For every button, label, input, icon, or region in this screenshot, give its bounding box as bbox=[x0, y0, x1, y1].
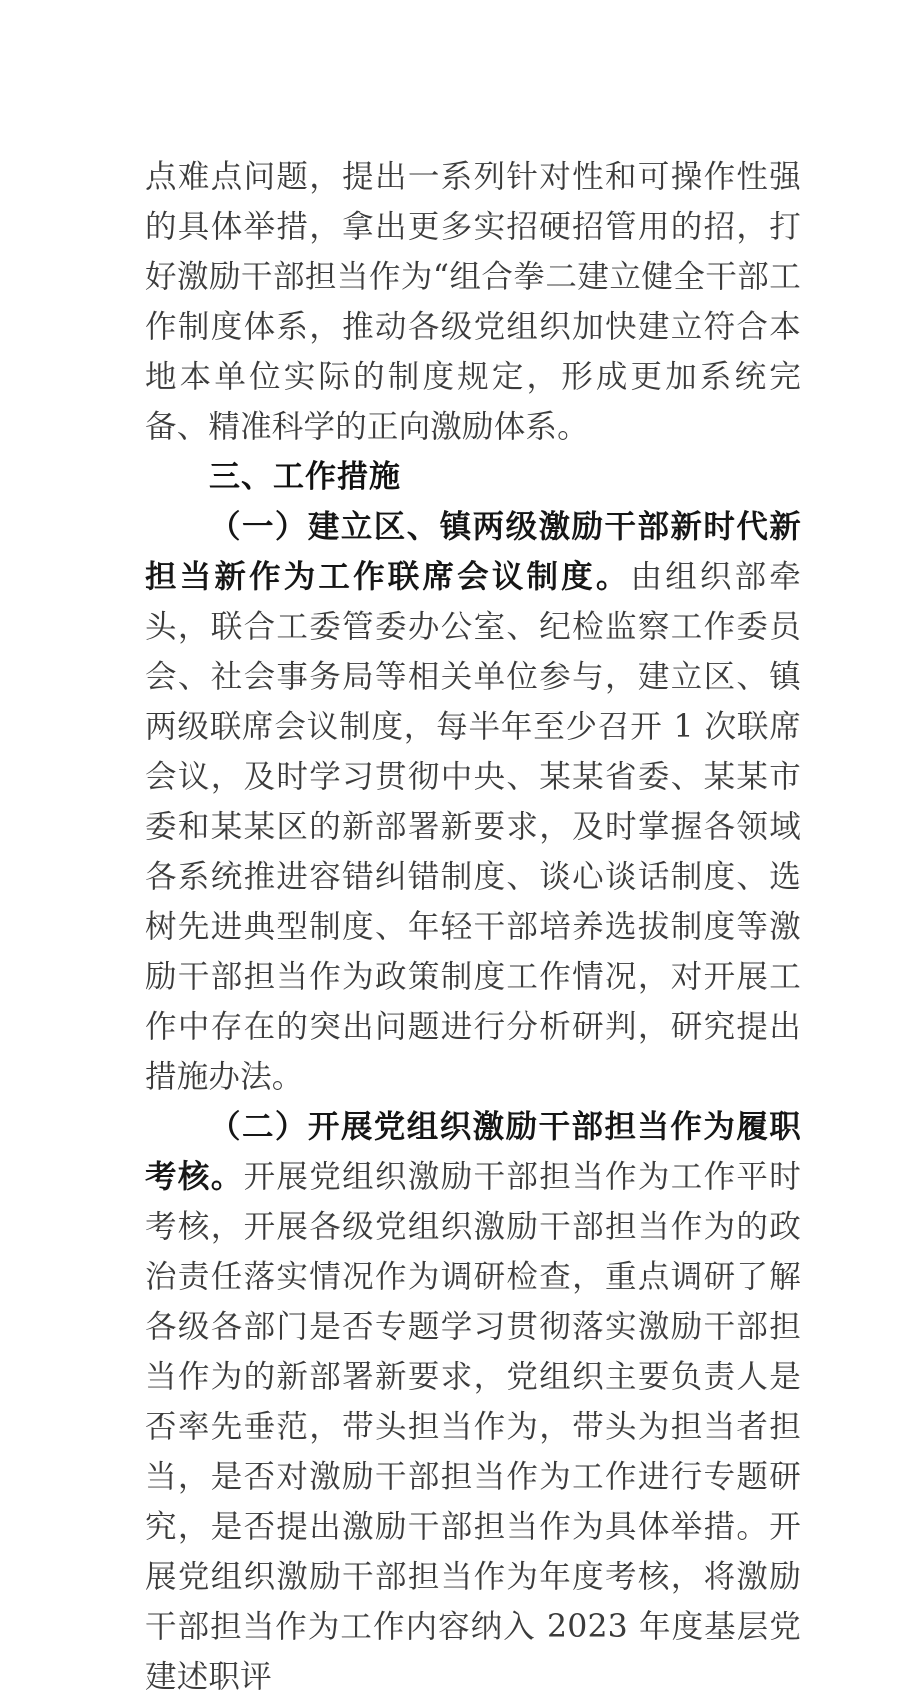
section-one-body: 由组织部牵头，联合工委管委办公室、纪检监察工作委员会、社会事务局等相关单位参与，建立区、镇两级联席会议制度，每半年至少召开 1 次联席会议，及时学习贯彻中央、某某省委、某某市委和某某区的新部署新要求，及时掌握各领域各系统推进容错纠错制度、谈心谈话制度、选树先进典型制度、年轻干部培养选拔制度等激励干部担当作为政策制度工作情况，对开展工作中存在的突出问题进行分析研判，研究提出措施办法。 bbox=[145, 559, 801, 1095]
section-one-lead-in: （一）建立区、镇两级激励干部新时代新担当新作为工作联席会议制度。 bbox=[145, 508, 801, 595]
paragraph-section-two bbox=[145, 1102, 801, 1702]
section-two-body: 开展党组织激励干部担当作为工作平时考核，开展各级党组织激励干部担当作为的政治责任落实情况作为调研检查，重点调研了解各级各部门是否专题学习贯彻落实激励干部担当作为的新部署新要求，党组织主要负责人是否率先垂范，带头担当作为，带头为担当者担当，是否对激励干部担当作为工作进行专题研究，是否提出激励干部担当作为具体举措。开展党组织激励干部担当作为年度考核，将激励干部担当作为工作内容纳入 2023 年度基层党建述职评 bbox=[145, 1159, 801, 1695]
paragraph-section-one bbox=[145, 502, 801, 1102]
section-two-lead-in: （二）开展党组织激励干部担当作为履职考核。 bbox=[145, 1108, 801, 1195]
paragraph-continuation: 点难点问题，提出一系列针对性和可操作性强的具体举措，拿出更多实招硬招管用的招，打好激励干部担当作为“组合拳二建立健全干部工作制度体系，推动各级党组织加快建立符合本地本单位实际的制度规定，形成更加系统完备、精准科学的正向激励体系。 bbox=[145, 159, 801, 445]
document-text-column bbox=[145, 152, 801, 1702]
section-heading-three: 三、工作措施 bbox=[209, 459, 401, 495]
